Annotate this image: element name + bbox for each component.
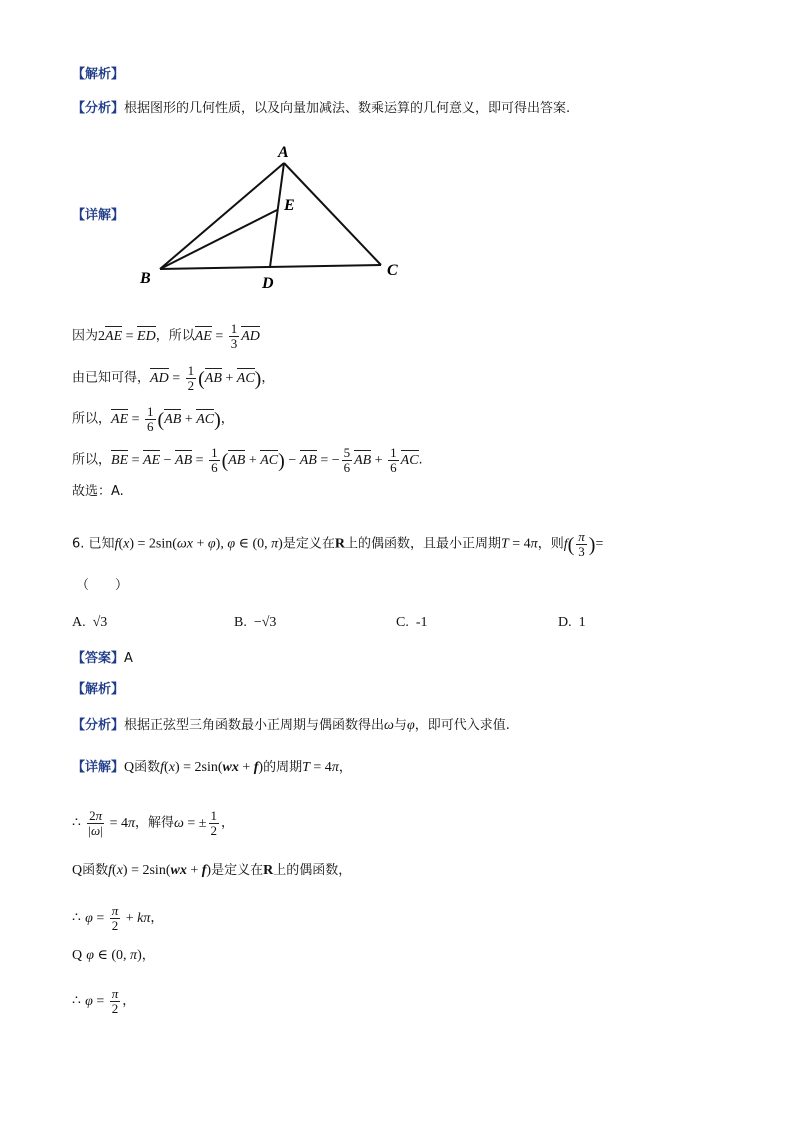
- point-B-label: B: [140, 270, 151, 287]
- option-b: B. −√3: [234, 615, 277, 630]
- detail-line-6: ∴ φ = $\frac{\pi}{2}$ ，: [72, 986, 136, 1016]
- point-C-label: C: [387, 262, 398, 279]
- option-c: C. -1: [396, 615, 428, 630]
- point-E-label: E: [284, 197, 295, 214]
- derivation-line-4: 所以，BE = AE − AB = $\frac{1}{6}$ (AB + AC) − AB = − $\frac{5}{6}$ AB + $\frac{1}{6}$ AC.: [72, 445, 423, 475]
- jiexi-heading-2: 【解析】: [72, 682, 125, 697]
- segment-AD: [270, 163, 284, 267]
- fenxi-paragraph: [72, 100, 570, 118]
- detail-line-3: Q函数f(x) = 2sin(wx + f)是定义在R上的偶函数，: [72, 863, 352, 878]
- detail-line-2: ∴ $\frac{2\pi}{|\omega|}$ = 4π，解得ω = ± $\frac{1}{2}$ ，: [72, 808, 235, 838]
- derivation-line-3: 所以，AE = $\frac{1}{6}$ (AB + AC)，: [72, 404, 234, 434]
- detail-line-1: 【详解】Q函数f(x) = 2sin(wx + f)的周期T = 4π，: [72, 760, 352, 775]
- fenxi-label: 【分析】: [72, 101, 125, 116]
- answer-line: 【答案】A: [72, 651, 133, 666]
- fenxi-text: 根据图形的几何性质，以及向量加减法、数乘运算的几何意义，即可得出答案.: [124, 101, 571, 116]
- detail-line-5: Q φ ∈ (0, π)，: [72, 948, 155, 963]
- derivation-line-2: 由已知可得，AD = $\frac{1}{2}$ (AB + AC)，: [72, 363, 275, 393]
- derivation-line-1: 因为2AE = ED，所以AE = $\frac{1}{3}$ AD: [72, 321, 260, 351]
- segment-AC: [284, 163, 381, 265]
- detail-line-4: ∴ φ = $\frac{\pi}{2}$ + kπ，: [72, 903, 164, 933]
- fenxi-paragraph-2: 【分析】根据正弦型三角函数最小正周期与偶函数得出ω与φ，即可代入求值.: [72, 718, 510, 733]
- jiexi-heading: 【解析】: [72, 67, 125, 82]
- triangle-figure: [135, 138, 410, 293]
- xiangjie-label: 【详解】: [72, 208, 125, 223]
- question-6-stem: 6. 已知f(x) = 2sin(ωx + φ), φ ∈ (0, π)是定义在R上的偶函数，且最小正周期T = 4π，则f( $\frac{\pi}{3}$ )=: [72, 529, 604, 559]
- option-a: A. √3: [72, 615, 108, 630]
- answer-choice-line: 故选：A.: [72, 484, 124, 499]
- point-A-label: A: [278, 144, 289, 161]
- option-d: D. 1: [558, 615, 586, 630]
- question-6-blank: （ ）: [76, 578, 129, 593]
- point-D-label: D: [262, 275, 274, 292]
